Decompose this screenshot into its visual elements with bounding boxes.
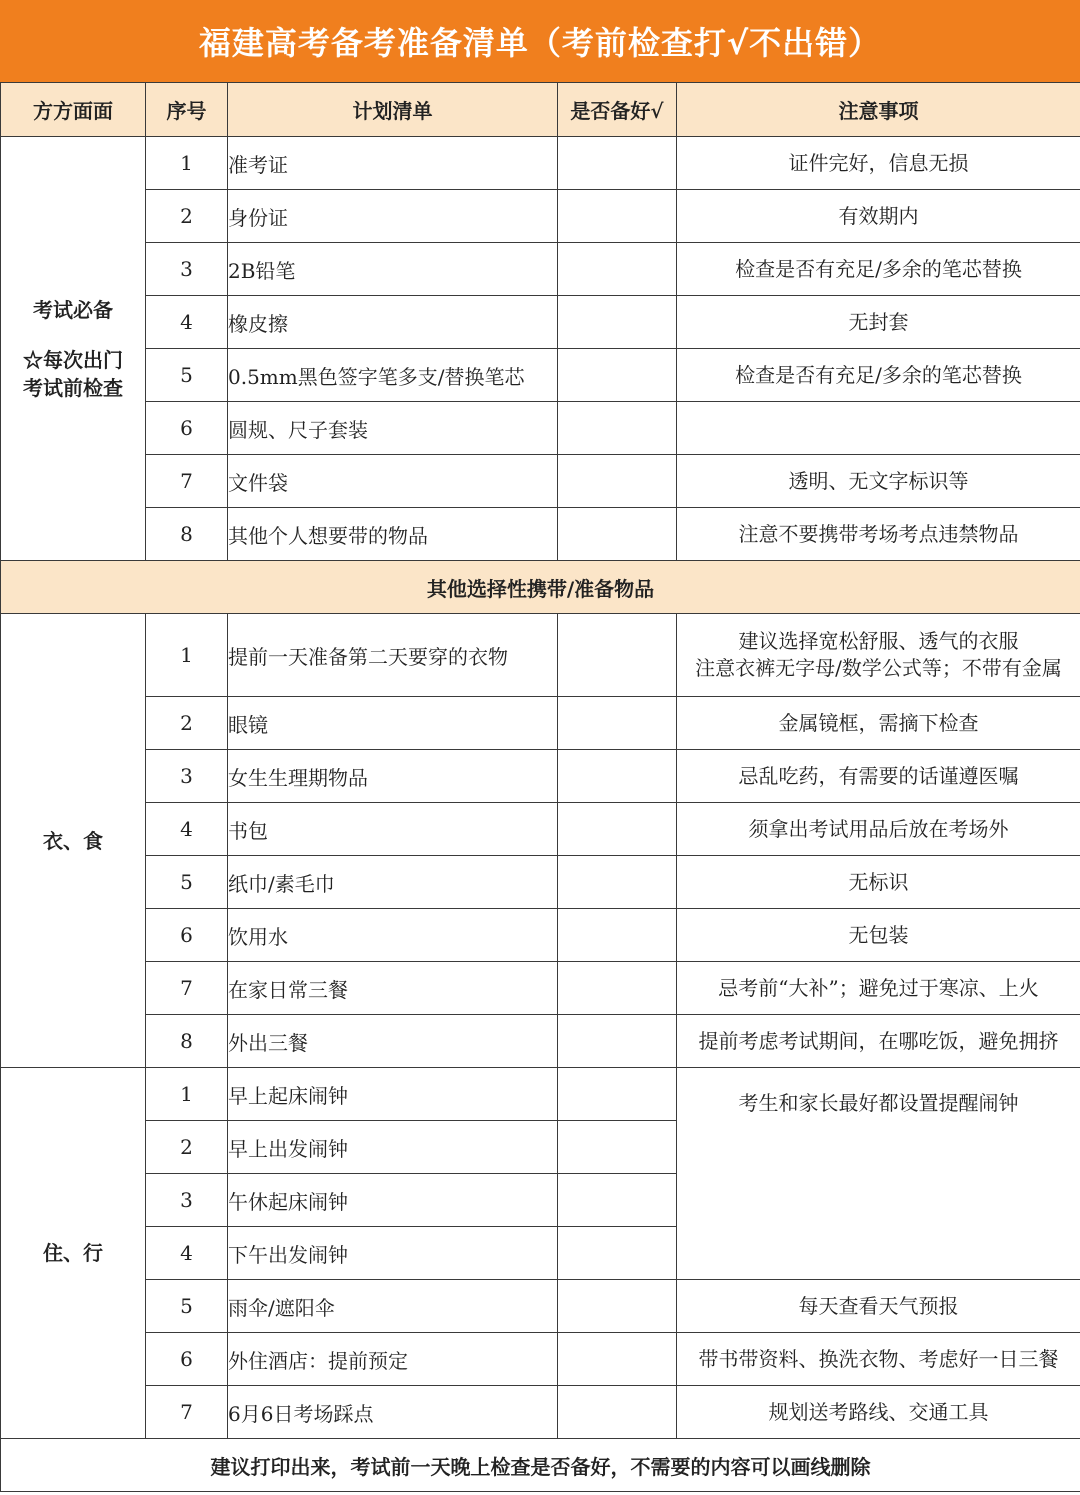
item-note-line: 建议选择宽松舒服、透气的衣服 xyxy=(738,629,1019,653)
item-label: 0.5mm黑色签字笔多支/替换笔芯 xyxy=(228,349,558,402)
item-note: 忌乱吃药，有需要的话谨遵医嘱 xyxy=(677,750,1080,803)
table-row xyxy=(1,803,1080,856)
ready-checkbox[interactable] xyxy=(558,909,677,962)
ready-checkbox[interactable] xyxy=(558,1386,677,1439)
item-note: 无包装 xyxy=(677,909,1080,962)
row-number: 7 xyxy=(146,455,228,508)
row-number: 5 xyxy=(146,349,228,402)
item-label: 提前一天准备第二天要穿的衣物 xyxy=(228,614,558,697)
row-number: 1 xyxy=(146,614,228,697)
ready-checkbox[interactable] xyxy=(558,1121,677,1174)
item-label: 女生生理期物品 xyxy=(228,750,558,803)
ready-checkbox[interactable] xyxy=(558,1174,677,1227)
header-notes: 注意事项 xyxy=(677,83,1080,137)
table-row xyxy=(1,1015,1080,1068)
ready-checkbox[interactable] xyxy=(558,243,677,296)
header-aspect: 方方面面 xyxy=(1,83,146,137)
item-label: 外出三餐 xyxy=(228,1015,558,1068)
ready-checkbox[interactable] xyxy=(558,614,677,697)
table-row xyxy=(1,508,1080,561)
item-note: 注意不要携带考场考点违禁物品 xyxy=(677,508,1080,561)
row-number: 1 xyxy=(146,137,228,190)
page-title: 福建高考备考准备清单（考前检查打√不出错） xyxy=(0,0,1080,82)
item-label: 其他个人想要带的物品 xyxy=(228,508,558,561)
table-row xyxy=(1,349,1080,402)
item-note-line: 注意衣裤无字母/数学公式等；不带有金属 xyxy=(695,656,1062,680)
table-row xyxy=(1,137,1080,190)
table-row xyxy=(1,1280,1080,1333)
item-note: 每天查看天气预报 xyxy=(677,1280,1080,1333)
item-note: 证件完好，信息无损 xyxy=(677,137,1080,190)
row-number: 8 xyxy=(146,1015,228,1068)
row-number: 3 xyxy=(146,1174,228,1227)
item-note: 无封套 xyxy=(677,296,1080,349)
ready-checkbox[interactable] xyxy=(558,1068,677,1121)
item-label: 身份证 xyxy=(228,190,558,243)
item-label: 雨伞/遮阳伞 xyxy=(228,1280,558,1333)
item-label: 早上起床闹钟 xyxy=(228,1068,558,1121)
ready-checkbox[interactable] xyxy=(558,856,677,909)
header-plan: 计划清单 xyxy=(228,83,558,137)
table-row xyxy=(1,697,1080,750)
item-label: 准考证 xyxy=(228,137,558,190)
table-row xyxy=(1,1333,1080,1386)
category-clothing-food: 衣、食 xyxy=(1,614,146,1068)
item-note: 金属镜框，需摘下检查 xyxy=(677,697,1080,750)
item-label: 在家日常三餐 xyxy=(228,962,558,1015)
table-row xyxy=(1,614,1080,697)
item-label: 下午出发闹钟 xyxy=(228,1227,558,1280)
ready-checkbox[interactable] xyxy=(558,1015,677,1068)
item-note: 规划送考路线、交通工具 xyxy=(677,1386,1080,1439)
header-ready: 是否备好√ xyxy=(558,83,677,137)
alarm-note: 考生和家长最好都设置提醒闹钟 xyxy=(677,1068,1080,1280)
row-number: 4 xyxy=(146,1227,228,1280)
section-heading-row xyxy=(1,561,1080,614)
header-row xyxy=(1,83,1080,137)
table-row xyxy=(1,856,1080,909)
row-number: 8 xyxy=(146,508,228,561)
row-number: 6 xyxy=(146,1333,228,1386)
ready-checkbox[interactable] xyxy=(558,402,677,455)
item-note: 无标识 xyxy=(677,856,1080,909)
item-label: 圆规、尺子套装 xyxy=(228,402,558,455)
ready-checkbox[interactable] xyxy=(558,296,677,349)
category-label: 考试前检查 xyxy=(23,375,123,400)
item-label: 2B铅笔 xyxy=(228,243,558,296)
item-label: 纸巾/素毛巾 xyxy=(228,856,558,909)
table-row xyxy=(1,1386,1080,1439)
item-note xyxy=(677,614,1080,697)
item-label: 眼镜 xyxy=(228,697,558,750)
category-exam-essentials xyxy=(1,137,146,561)
item-label: 文件袋 xyxy=(228,455,558,508)
ready-checkbox[interactable] xyxy=(558,190,677,243)
row-number: 2 xyxy=(146,697,228,750)
row-number: 2 xyxy=(146,190,228,243)
ready-checkbox[interactable] xyxy=(558,349,677,402)
item-note: 提前考虑考试期间，在哪吃饭，避免拥挤 xyxy=(677,1015,1080,1068)
item-label: 早上出发闹钟 xyxy=(228,1121,558,1174)
ready-checkbox[interactable] xyxy=(558,1280,677,1333)
checklist-table xyxy=(0,82,1080,1492)
footer-row xyxy=(1,1439,1080,1492)
item-label: 饮用水 xyxy=(228,909,558,962)
table-row xyxy=(1,1068,1080,1121)
row-number: 5 xyxy=(146,1280,228,1333)
item-note: 透明、无文字标识等 xyxy=(677,455,1080,508)
row-number: 5 xyxy=(146,856,228,909)
row-number: 4 xyxy=(146,296,228,349)
row-number: 3 xyxy=(146,243,228,296)
item-note: 须拿出考试用品后放在考场外 xyxy=(677,803,1080,856)
row-number: 3 xyxy=(146,750,228,803)
table-row xyxy=(1,190,1080,243)
row-number: 7 xyxy=(146,1386,228,1439)
table-row xyxy=(1,296,1080,349)
ready-checkbox[interactable] xyxy=(558,508,677,561)
table-row xyxy=(1,962,1080,1015)
item-note: 检查是否有充足/多余的笔芯替换 xyxy=(677,349,1080,402)
item-label: 橡皮擦 xyxy=(228,296,558,349)
item-label: 书包 xyxy=(228,803,558,856)
item-label: 午休起床闹钟 xyxy=(228,1174,558,1227)
ready-checkbox[interactable] xyxy=(558,697,677,750)
category-label: ☆每次出门 xyxy=(23,347,123,372)
row-number: 2 xyxy=(146,1121,228,1174)
ready-checkbox[interactable] xyxy=(558,803,677,856)
ready-checkbox[interactable] xyxy=(558,455,677,508)
ready-checkbox[interactable] xyxy=(558,750,677,803)
ready-checkbox[interactable] xyxy=(558,1227,677,1280)
table-row xyxy=(1,909,1080,962)
item-label: 外住酒店：提前预定 xyxy=(228,1333,558,1386)
item-note: 忌考前“大补”；避免过于寒凉、上火 xyxy=(677,962,1080,1015)
table-row xyxy=(1,402,1080,455)
ready-checkbox[interactable] xyxy=(558,1333,677,1386)
row-number: 1 xyxy=(146,1068,228,1121)
item-note: 检查是否有充足/多余的笔芯替换 xyxy=(677,243,1080,296)
table-row xyxy=(1,750,1080,803)
category-lodging-travel: 住、行 xyxy=(1,1068,146,1439)
category-label: 考试必备 xyxy=(33,297,113,322)
table-row xyxy=(1,243,1080,296)
table-row xyxy=(1,455,1080,508)
item-note: 有效期内 xyxy=(677,190,1080,243)
ready-checkbox[interactable] xyxy=(558,962,677,1015)
item-note xyxy=(677,402,1080,455)
item-label: 6月6日考场踩点 xyxy=(228,1386,558,1439)
ready-checkbox[interactable] xyxy=(558,137,677,190)
item-note: 带书带资料、换洗衣物、考虑好一日三餐 xyxy=(677,1333,1080,1386)
optional-items-heading: 其他选择性携带/准备物品 xyxy=(1,561,1080,614)
row-number: 4 xyxy=(146,803,228,856)
header-num: 序号 xyxy=(146,83,228,137)
row-number: 7 xyxy=(146,962,228,1015)
footer-note: 建议打印出来，考试前一天晚上检查是否备好，不需要的内容可以画线删除 xyxy=(1,1439,1080,1492)
row-number: 6 xyxy=(146,909,228,962)
row-number: 6 xyxy=(146,402,228,455)
